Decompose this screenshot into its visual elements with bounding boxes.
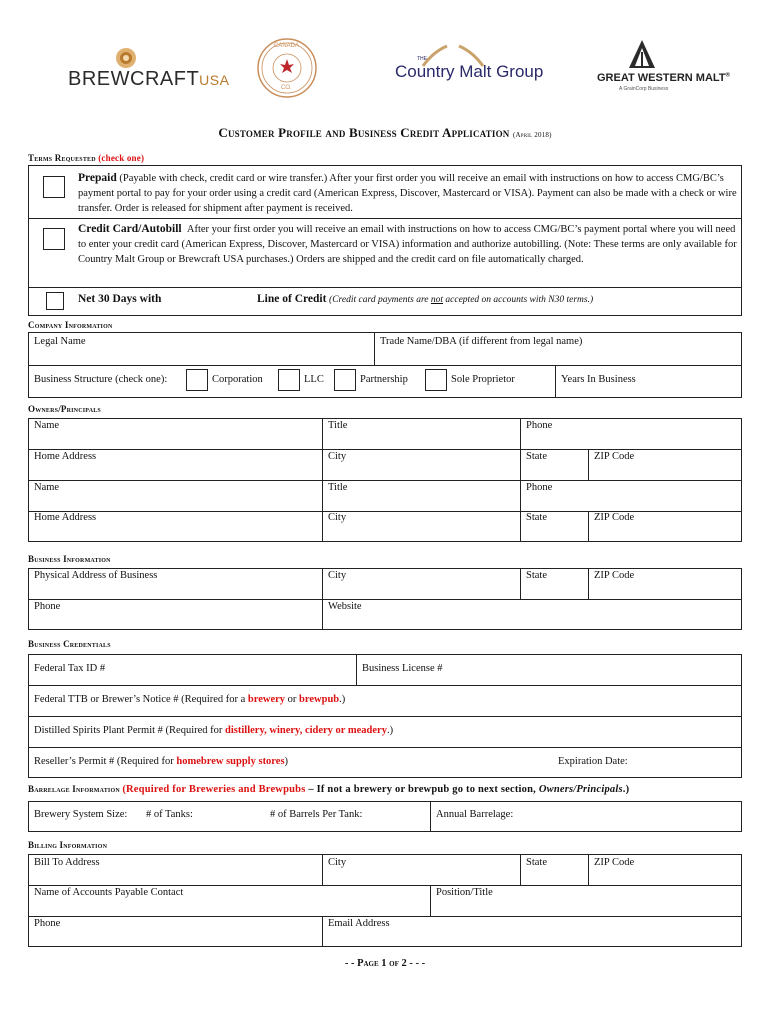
divider [520, 568, 521, 599]
terms-heading: Terms Requested (check one) [28, 153, 145, 163]
divider [555, 365, 556, 398]
credit-card-autobill-checkbox[interactable] [43, 228, 65, 250]
divider [322, 418, 323, 542]
prepaid-option: Prepaid (Payable with check, credit card or wire transfer.) After your first order you will receive an email with instructions on how to access CMG/BC’s payment portal to pay for your order using a credit card (American Express, Discover, Mastercard or VISA). Payment can also be made with a check or wire transfer. Order is released for shipment after payment is received. [78, 172, 737, 214]
seal-bottom-text: CO. [281, 85, 292, 91]
brewcraft-wordmark: BREWCRAFTUSA [68, 68, 230, 90]
owners-heading: Owners/Principals [28, 404, 101, 414]
barrelage-box [28, 801, 742, 832]
divider [28, 218, 742, 219]
owner2-address-field[interactable]: Home Address [34, 512, 97, 523]
owner2-zip-field[interactable]: ZIP Code [594, 512, 635, 523]
logo-bar [0, 0, 770, 110]
partnership-label: Partnership [360, 374, 408, 385]
divider [588, 854, 589, 885]
business-structure-label: Business Structure (check one): [34, 374, 168, 385]
business-zip-field[interactable]: ZIP Code [594, 570, 635, 581]
owner2-state-field[interactable]: State [526, 512, 547, 523]
owner1-city-field[interactable]: City [328, 451, 347, 462]
years-in-business-field[interactable]: Years In Business [561, 374, 636, 385]
barrelage-heading: Barrelage Information (Required for Breweries and Brewpubs – If not a brewery or brewpub go to next section, Owners/Principals.) [28, 784, 630, 795]
billing-heading: Billing Information [28, 840, 108, 850]
title-date: (April 2018) [512, 131, 552, 139]
expiration-date-field[interactable]: Expiration Date: [558, 756, 628, 767]
ttb-notice-field[interactable]: Federal TTB or Brewer’s Notice # (Required for a brewery or brewpub.) [34, 694, 346, 705]
business-heading: Business Information [28, 554, 111, 564]
prepaid-checkbox[interactable] [43, 176, 65, 198]
company-heading: Company Information [28, 320, 113, 330]
divider [28, 716, 742, 717]
divider [28, 916, 742, 917]
business-license-field[interactable]: Business License # [362, 663, 443, 674]
corporation-label: Corporation [212, 374, 263, 385]
annual-barrelage-field[interactable]: Annual Barrelage: [436, 809, 514, 820]
great-western-malt-logo [597, 38, 730, 98]
llc-label: LLC [304, 374, 324, 385]
partnership-checkbox[interactable] [334, 369, 356, 391]
net30-checkbox[interactable] [46, 292, 64, 310]
divider [28, 747, 742, 748]
business-phone-field[interactable]: Phone [34, 601, 61, 612]
divider [322, 916, 323, 947]
divider [28, 685, 742, 686]
sole-proprietor-checkbox[interactable] [425, 369, 447, 391]
divider [588, 449, 589, 480]
cmg-the: THE [417, 56, 427, 62]
divider [430, 885, 431, 916]
divider [520, 854, 521, 885]
ap-position-field[interactable]: Position/Title [436, 887, 493, 898]
divider [588, 568, 589, 599]
barrels-per-tank-field[interactable]: # of Barrels Per Tank: [270, 809, 363, 820]
cmg-wordmark: Country Malt Group [395, 62, 544, 81]
trade-name-field[interactable]: Trade Name/DBA (if different from legal name) [380, 336, 583, 347]
line-of-credit-label: Line of Credit (Credit card payments are not accepted on accounts with N30 terms.) [257, 293, 594, 305]
owner1-zip-field[interactable]: ZIP Code [594, 451, 635, 462]
dsp-permit-field[interactable]: Distilled Spirits Plant Permit # (Required for distillery, winery, cidery or meadery.) [34, 725, 394, 736]
billing-state-field[interactable]: State [526, 857, 547, 868]
credentials-heading: Business Credentials [28, 639, 111, 649]
number-of-tanks-field[interactable]: # of Tanks: [146, 809, 193, 820]
divider [28, 449, 742, 450]
page-number: - - Page 1 of 2 - - - [344, 958, 426, 969]
divider [520, 418, 521, 542]
page-title: Customer Profile and Business Credit Application (April 2018) [218, 125, 552, 140]
gwm-tree-icon [627, 38, 657, 70]
billing-email-field[interactable]: Email Address [328, 918, 390, 929]
gwm-subtitle: A GrainCorp Business [619, 86, 669, 92]
owner2-phone-field[interactable]: Phone [526, 482, 553, 493]
brewcraft-logo [68, 46, 230, 96]
owner1-name-field[interactable]: Name [34, 420, 60, 431]
divider [374, 332, 375, 365]
owner1-title-field[interactable]: Title [328, 420, 348, 431]
owner1-address-field[interactable]: Home Address [34, 451, 97, 462]
divider [322, 568, 323, 630]
credit-card-option: Credit Card/Autobill After your first order you will receive an email with instructions on how to access CMG/BC’s payment portal where you will need to enter your credit card (American Express, Discover, Mastercard or VISA) information and authorize autobilling. (Note: These terms are only available for Country Malt Group or Brewcraft USA purchases.) Orders are shipped and the credit card on file automatically charged. [78, 223, 737, 265]
business-city-field[interactable]: City [328, 570, 347, 581]
owner2-city-field[interactable]: City [328, 512, 347, 523]
bill-to-address-field[interactable]: Bill To Address [34, 857, 100, 868]
owner1-phone-field[interactable]: Phone [526, 420, 553, 431]
llc-checkbox[interactable] [278, 369, 300, 391]
divider [28, 287, 742, 288]
country-malt-group-logo [395, 42, 544, 92]
billing-phone-field[interactable]: Phone [34, 918, 61, 929]
divider [430, 801, 431, 832]
brewery-system-size-field[interactable]: Brewery System Size: [34, 809, 128, 820]
divider [28, 511, 742, 512]
divider [28, 885, 742, 886]
website-field[interactable]: Website [328, 601, 362, 612]
divider [356, 654, 357, 685]
legal-name-field[interactable]: Legal Name [34, 336, 86, 347]
billing-zip-field[interactable]: ZIP Code [594, 857, 635, 868]
divider [28, 365, 742, 366]
owner2-title-field[interactable]: Title [328, 482, 348, 493]
owner2-name-field[interactable]: Name [34, 482, 60, 493]
resellers-permit-field[interactable]: Reseller’s Permit # (Required for homebrew supply stores) [34, 756, 289, 767]
physical-address-field[interactable]: Physical Address of Business [34, 570, 158, 581]
owner1-state-field[interactable]: State [526, 451, 547, 462]
divider [28, 480, 742, 481]
sole-proprietor-label: Sole Proprietor [451, 374, 515, 385]
canada-malting-seal [256, 37, 318, 99]
business-state-field[interactable]: State [526, 570, 547, 581]
brewcraft-emblem-icon [112, 46, 140, 70]
ap-contact-field[interactable]: Name of Accounts Payable Contact [34, 887, 184, 898]
corporation-checkbox[interactable] [186, 369, 208, 391]
federal-tax-id-field[interactable]: Federal Tax ID # [34, 663, 106, 674]
billing-box [28, 854, 742, 947]
billing-city-field[interactable]: City [328, 857, 347, 868]
seal-top-text: CANADA [274, 43, 300, 49]
gwm-wordmark: GREAT WESTERN MALT® [597, 72, 730, 84]
divider [322, 854, 323, 885]
net30-label: Net 30 Days with [78, 293, 162, 305]
divider [588, 511, 589, 542]
divider [28, 599, 742, 600]
